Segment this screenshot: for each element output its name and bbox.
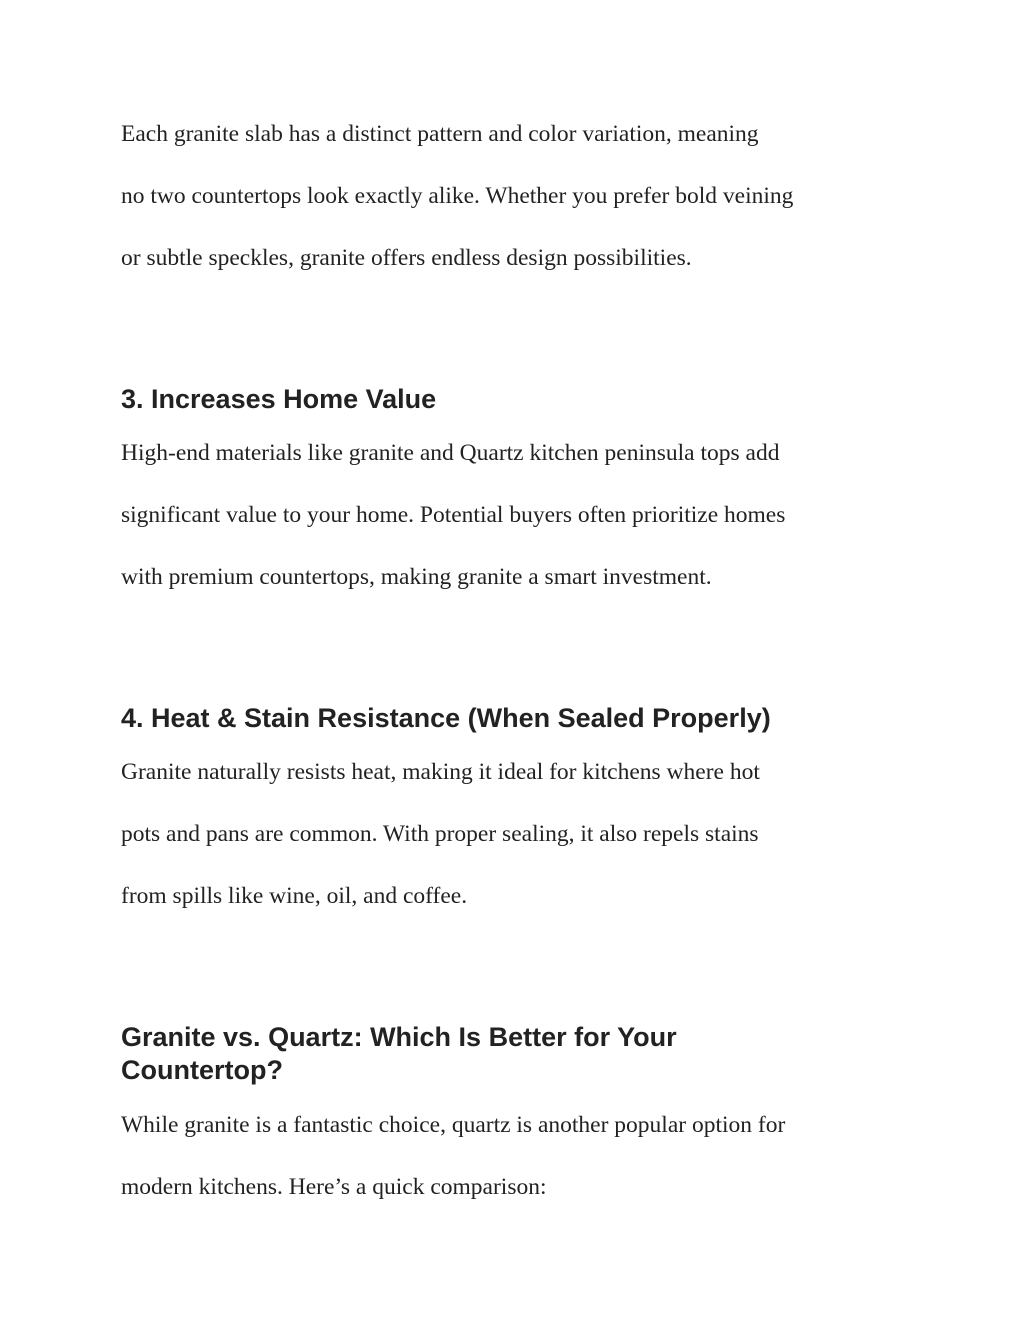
paragraph-line: no two countertops look exactly alike. Whether you prefer bold veining <box>121 183 794 209</box>
paragraph-line: modern kitchens. Here’s a quick comparison: <box>121 1174 547 1200</box>
section-heading: 3. Increases Home Value <box>121 384 437 414</box>
paragraph-line: with premium countertops, making granite a smart investment. <box>121 564 712 590</box>
paragraph-line: pots and pans are common. With proper sealing, it also repels stains <box>121 821 759 847</box>
paragraph-line: from spills like wine, oil, and coffee. <box>121 883 468 909</box>
paragraph-line: Granite naturally resists heat, making it ideal for kitchens where hot <box>121 759 760 785</box>
section-heading-continued: Countertop? <box>121 1055 283 1085</box>
paragraph-line: significant value to your home. Potential buyers often prioritize homes <box>121 502 786 528</box>
paragraph-line: While granite is a fantastic choice, quartz is another popular option for <box>121 1112 786 1138</box>
paragraph-line: Each granite slab has a distinct pattern and color variation, meaning <box>121 121 759 147</box>
section-heading: 4. Heat & Stain Resistance (When Sealed Properly) <box>121 703 771 733</box>
paragraph-line: High-end materials like granite and Quartz kitchen peninsula tops add <box>121 440 780 466</box>
paragraph-line: or subtle speckles, granite offers endless design possibilities. <box>121 245 692 271</box>
section-heading: Granite vs. Quartz: Which Is Better for Your <box>121 1022 677 1052</box>
